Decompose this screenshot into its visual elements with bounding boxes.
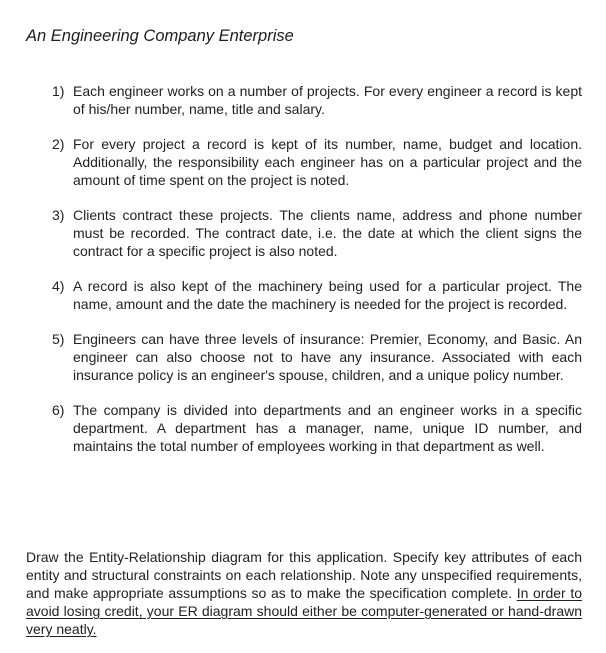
document-title: An Engineering Company Enterprise <box>26 27 294 45</box>
requirement-item-1 <box>46 82 582 118</box>
requirements-list <box>46 82 582 472</box>
item-text: For every project a record is kept of its number, name, budget and location. Additionally, the responsibility each engineer has on a particular project and the amount of time spent on the project is noted. <box>73 136 582 188</box>
item-text: A record is also kept of the machinery being used for a particular project. The name, amount and the date the machinery is needed for the project is recorded. <box>73 278 582 312</box>
item-number: 2) <box>52 136 65 152</box>
item-number: 6) <box>52 402 65 418</box>
requirement-item-4 <box>46 277 582 313</box>
instructions-text: Draw the Entity-Relationship diagram for this application. Specify key attributes of each entity and structural constraints on each relationship. Note any unspecified requirements, and make appropriate assumptions so as to make the specification complete. <box>26 549 582 601</box>
instructions-paragraph <box>26 548 582 638</box>
requirement-item-2 <box>46 135 582 189</box>
item-text: The company is divided into departments and an engineer works in a specific department. A department has a manager, name, unique ID number, and maintains the total number of employees working in that department as well. <box>73 402 582 454</box>
item-text: Engineers can have three levels of insurance: Premier, Economy, and Basic. An engineer can also choose not to have any insurance. Associated with each insurance policy is an engineer's spouse, children, and a unique policy number. <box>73 331 582 383</box>
item-text: Each engineer works on a number of projects. For every engineer a record is kept of his/her number, name, title and salary. <box>73 83 582 117</box>
item-number: 5) <box>52 331 65 347</box>
requirement-item-6 <box>46 401 582 455</box>
requirement-item-3 <box>46 206 582 260</box>
instructions-emphasis: In order to avoid losing credit, your ER diagram should either be computer-generated or hand-drawn very neatly. <box>26 585 582 637</box>
item-text: Clients contract these projects. The clients name, address and phone number must be recorded. The contract date, i.e. the date at which the client signs the contract for a specific project is also noted. <box>73 207 582 259</box>
item-number: 3) <box>52 207 65 223</box>
requirement-item-5 <box>46 330 582 384</box>
item-number: 4) <box>52 278 65 294</box>
item-number: 1) <box>52 83 65 99</box>
